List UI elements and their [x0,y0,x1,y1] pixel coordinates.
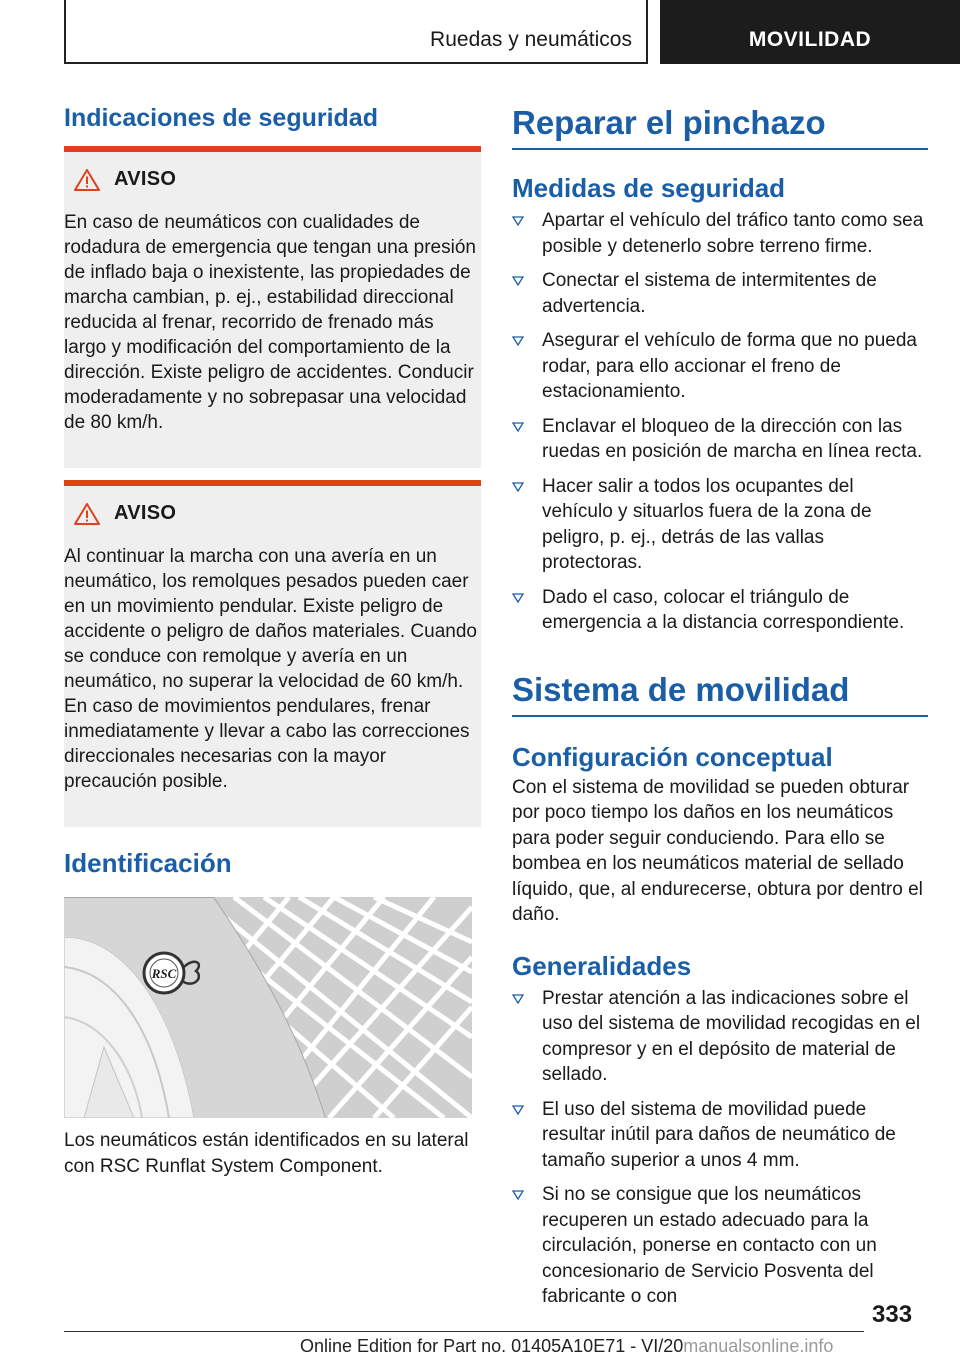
list-item: Dado el caso, colocar el triángulo de emergencia a la distancia correspondiente. [512,585,928,636]
triangle-bullet-icon [512,1105,524,1115]
list-item: Apartar el vehículo del tráfico tanto como sea posible y detenerlo sobre terreno firme. [512,208,928,259]
footer-edition [300,1336,833,1357]
repair-puncture-heading: Reparar el pinchazo [512,104,826,141]
identification-heading: Identificación [64,848,232,878]
rsc-tire-image [64,897,472,1118]
list-item: Enclavar el bloqueo de la dirección con las ruedas en posición de marcha en línea recta. [512,414,928,465]
triangle-bullet-icon [512,994,524,1004]
section-title: Ruedas y neumáticos [430,28,632,51]
right-column [512,98,928,1319]
warning-triangle-icon [74,169,100,191]
warning-text: Al continuar la marcha con una avería en un neumático, los remolques pesados pueden caer en un movimiento pendular. Existe peligro de accidente o peligro de daños materiales. Cuando se conduce con remolque y avería en un neumático, no superar la velocidad de 60 km/h. En caso de movimientos pendulares, frenar inmediatamente y llevar a cabo las correcciones direccionales necesarias con la mayor precaución posible. [64,546,477,792]
warning-box [64,152,481,468]
header-chapter-tab [660,0,960,64]
header-section-tab [64,0,648,64]
general-heading: Generalidades [512,950,692,981]
list-item: Prestar atención a las indicaciones sobre el uso del sistema de movilidad recogidas en el compresor y en el depósito de material de sellado. [512,986,928,1088]
triangle-bullet-icon [512,482,524,492]
triangle-bullet-icon [512,422,524,432]
watermark-text: manualsonline.info [683,1336,834,1356]
left-column [64,98,481,1179]
triangle-bullet-icon [512,593,524,603]
warning-box [64,486,481,827]
warning-label: AVISO [114,502,177,524]
list-item: Si no se consigue que los neumáticos recuperen un estado adecuado para la circulación, ponerse en contacto con un concesionario de Servicio Posventa del fabricante o con [512,1182,928,1310]
identification-text: Los neumáticos están identificados en su lateral con RSC Runflat System Component. [64,1130,469,1177]
triangle-bullet-icon [512,216,524,226]
chapter-title: MOVILIDAD [748,28,872,51]
concept-text: Con el sistema de movilidad se pueden obturar por poco tiempo los daños en los neumáticos para poder seguir conduciendo. Para ello se bombea en los neumáticos material de sellado líquido, que, al endurecerse, obtura por dentro el daño. [512,776,923,925]
list-item: Hacer salir a todos los ocupantes del vehículo y situarlos fuera de la zona de peligro, p. ej., detrás de las vallas protectoras. [512,474,928,576]
triangle-bullet-icon [512,1190,524,1200]
triangle-bullet-icon [512,336,524,346]
page-number: 333 [872,1301,913,1328]
list-item: Asegurar el vehículo de forma que no pueda rodar, para ello accionar el freno de estacionamiento. [512,328,928,405]
safety-notes-heading: Indicaciones de seguridad [64,104,378,132]
warning-triangle-icon [74,503,100,525]
footer-rule [64,1331,864,1332]
warning-label: AVISO [114,168,177,190]
list-item: El uso del sistema de movilidad puede resultar inútil para daños de neumático de tamaño superior a unos 4 mm. [512,1097,928,1174]
concept-heading: Configuración conceptual [512,741,833,772]
triangle-bullet-icon [512,276,524,286]
safety-list [512,208,928,636]
edition-text: Online Edition for Part no. 01405A10E71 - VI/20 [300,1336,684,1356]
general-list [512,986,928,1310]
mobility-system-heading: Sistema de movilidad [512,670,850,708]
safety-measures-heading: Medidas de seguridad [512,173,786,203]
list-item: Conectar el sistema de intermitentes de advertencia. [512,268,928,319]
warning-text: En caso de neumáticos con cualidades de rodadura de emergencia que tengan una presión de inflado baja o inexistente, las propiedades de marcha cambian, p. ej., estabilidad direccional reducida al frenar, recorrido de frenado más largo y modificación del comportamiento de la dirección. Existe peligro de accidentes. Conducir moderadamente y no sobrepasar una velocidad de 80 km/h. [64,212,476,433]
svg-text:RSC: RSC [151,966,177,981]
